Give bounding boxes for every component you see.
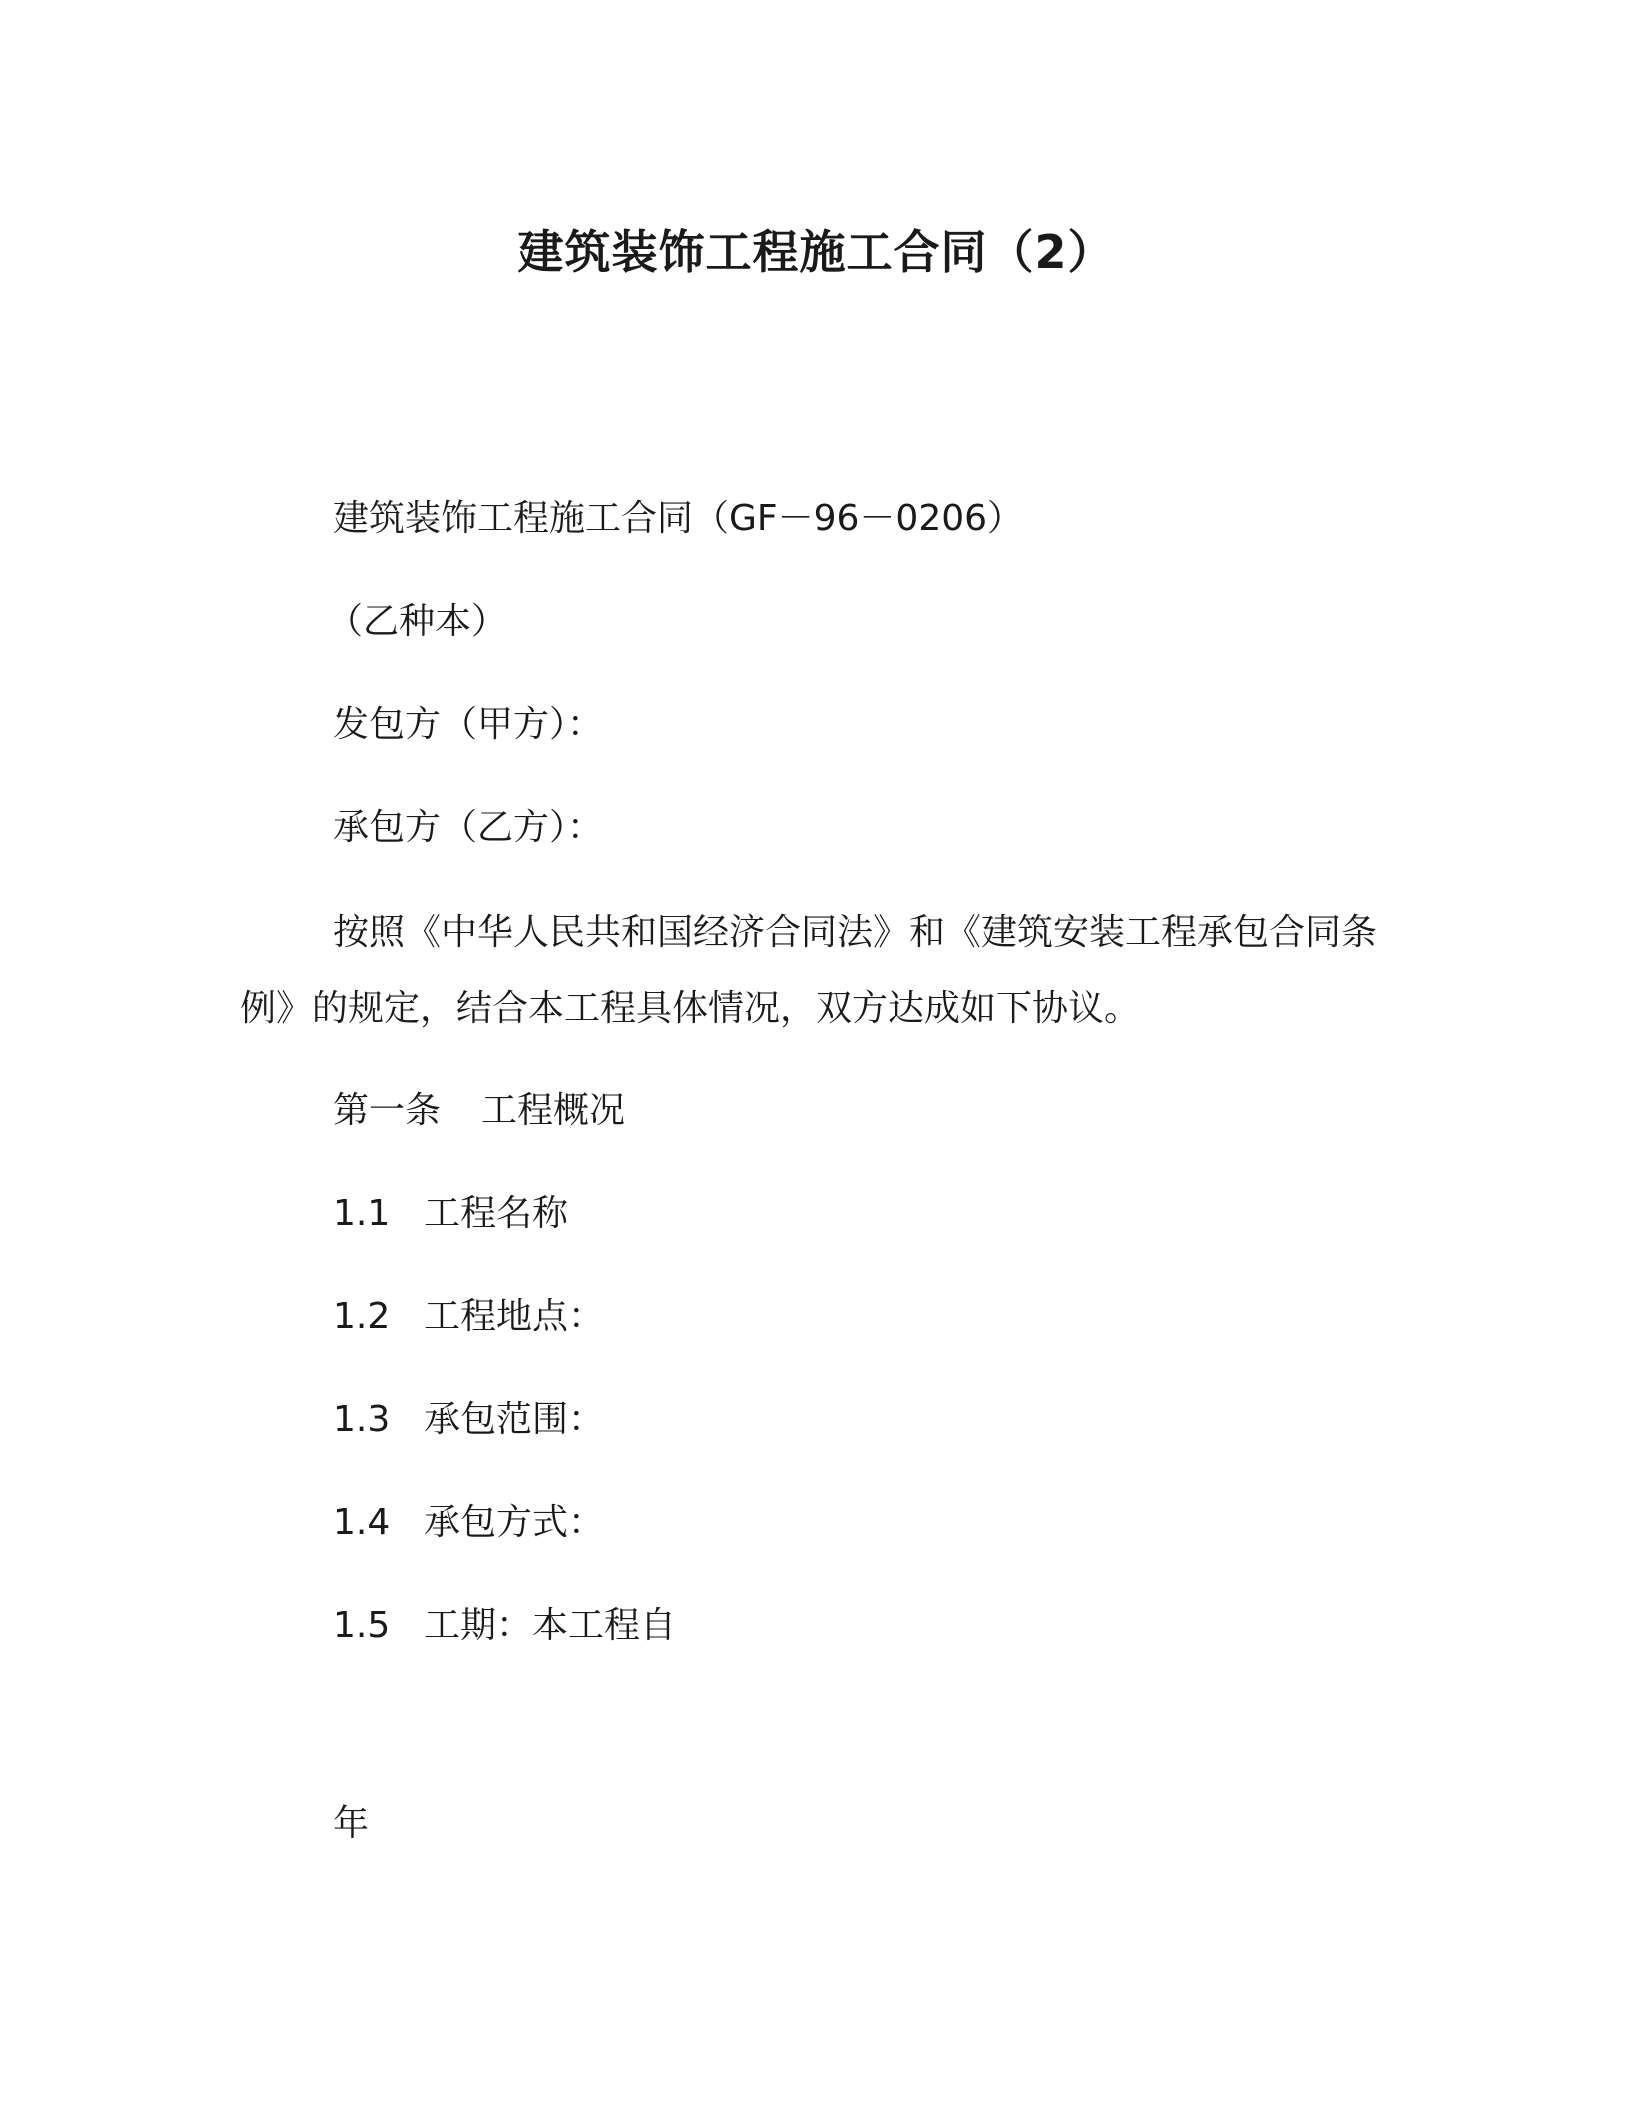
item-1-3 [333, 1396, 604, 1444]
item-text: 承包方式： [424, 1502, 605, 1543]
party-a-line: 发包方（甲方）： [333, 704, 604, 745]
article-1-heading [333, 1087, 625, 1135]
trailing-year-text: 年 [333, 1803, 370, 1844]
item-text: 承包范围： [424, 1399, 605, 1440]
item-1-1 [333, 1190, 568, 1238]
intro-paragraph: 按照《中华人民共和国经济合同法》和《建筑安装工程承包合同条例》的规定，结合本工程具体情况，双方达成如下协议。 [240, 912, 1378, 1029]
item-text: 工期：本工程自 [424, 1605, 677, 1646]
item-text: 工程地点： [424, 1296, 605, 1337]
article-title: 工程概况 [481, 1090, 626, 1131]
item-number: 1.2 [333, 1296, 391, 1337]
item-1-4 [333, 1499, 604, 1547]
item-number: 1.5 [333, 1605, 391, 1646]
item-number: 1.1 [333, 1193, 391, 1234]
document-title: 建筑装饰工程施工合同（2） [517, 225, 1115, 279]
item-1-2 [333, 1293, 604, 1341]
item-text: 工程名称 [424, 1193, 569, 1234]
party-b-line: 承包方（乙方）： [333, 807, 604, 848]
edition-line: （乙种本） [327, 601, 508, 642]
article-number: 第一条 [333, 1090, 442, 1131]
contract-name-line: 建筑装饰工程施工合同（GF－96－0206） [333, 498, 1024, 539]
item-1-5 [333, 1602, 676, 1650]
item-number: 1.4 [333, 1502, 391, 1543]
item-number: 1.3 [333, 1399, 391, 1440]
